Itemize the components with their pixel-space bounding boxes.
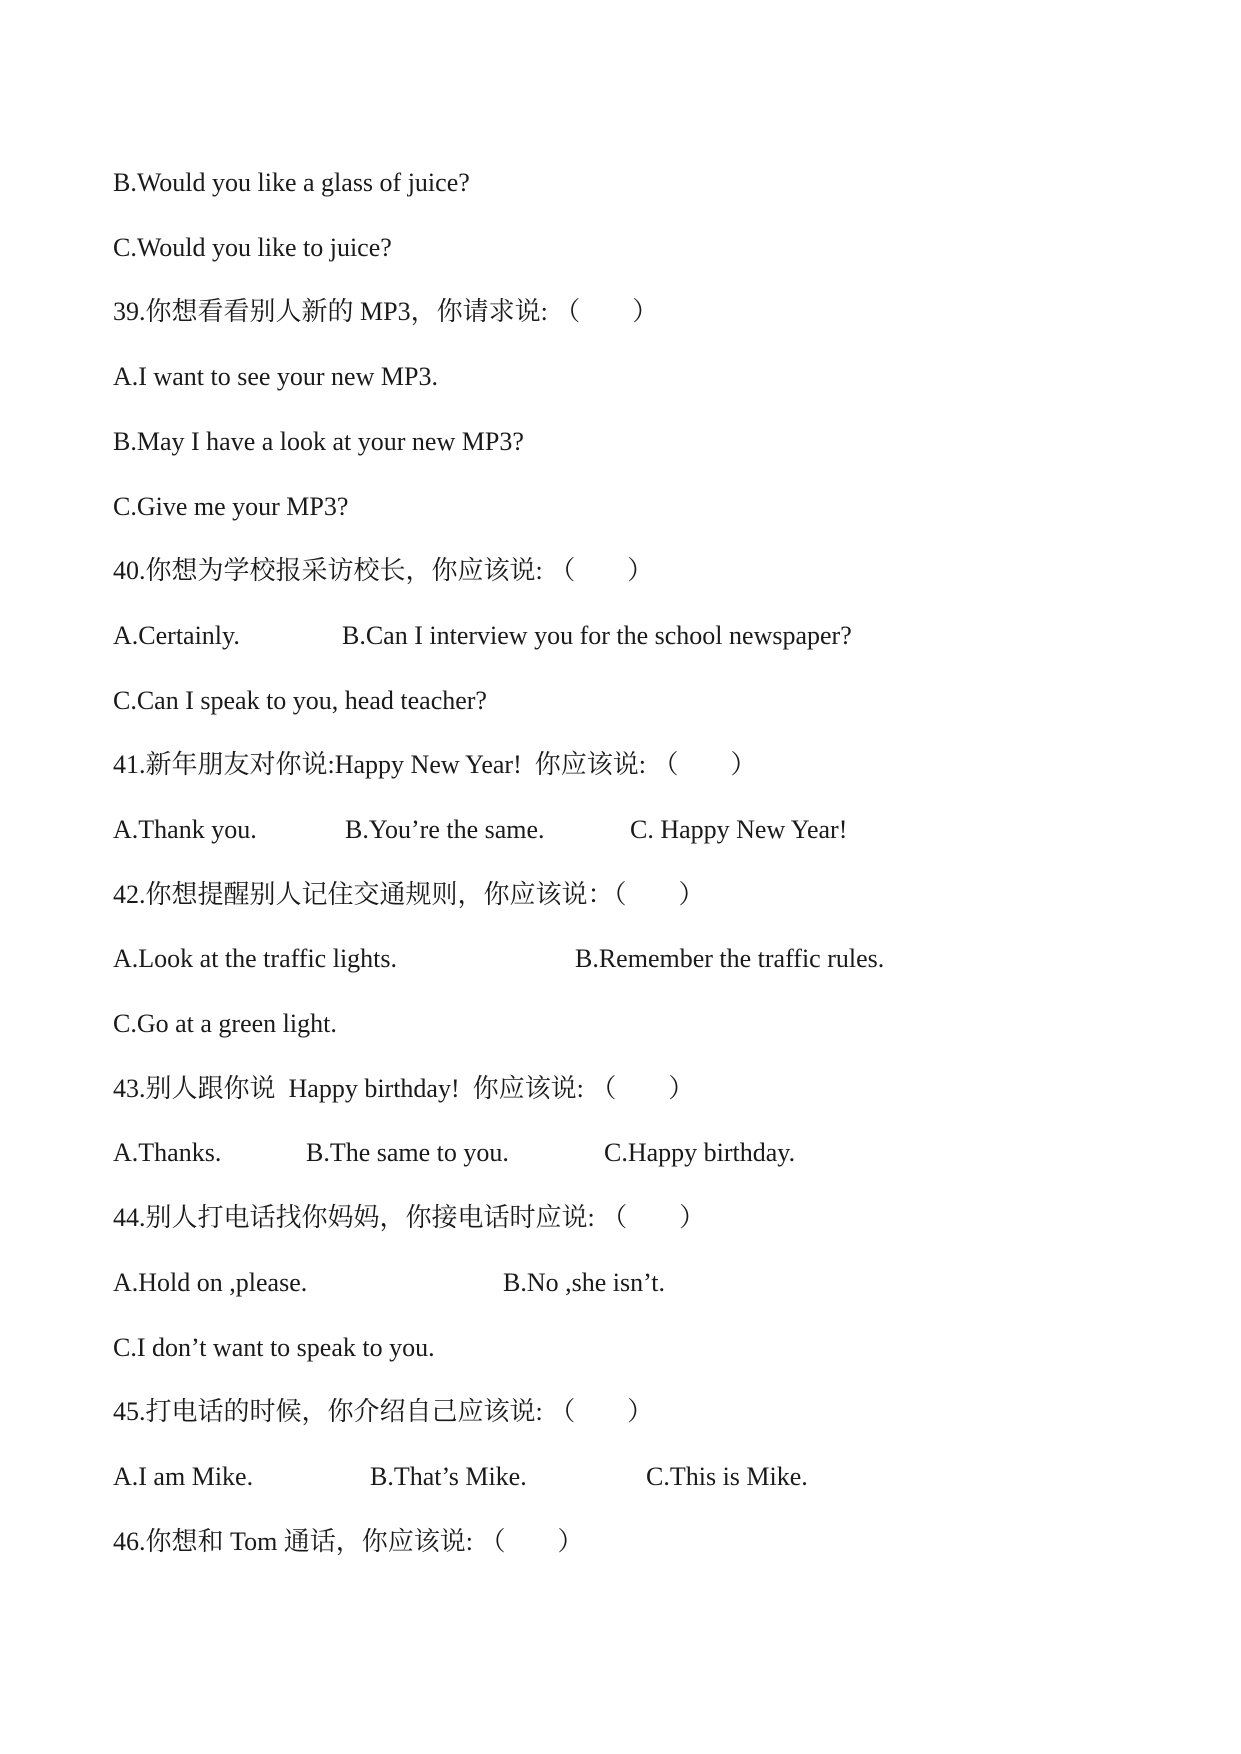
question-45: 45.打电话的时候，你介绍自己应该说: （ ） [113,1397,654,1426]
option-c: C. Happy New Year! [630,815,848,844]
option-line: A.I want to see your new MP3. [113,362,438,391]
option-b: B.The same to you. [306,1138,509,1167]
option-line [113,810,848,850]
option-a: A.I am Mike. [113,1462,254,1491]
question-44: 44.别人打电话找你妈妈，你接电话时应说: （ ） [113,1203,706,1232]
option-a: A.Certainly. [113,621,240,650]
option-line [113,616,852,656]
option-line: B.May I have a look at your new MP3? [113,427,524,456]
question-42: 42.你想提醒别人记住交通规则，你应该说：（ ） [113,880,705,909]
question-40: 40.你想为学校报采访校长，你应该说: （ ） [113,556,654,585]
option-b: B.Can I interview you for the school newspaper? [342,621,852,650]
option-line: C.Give me your MP3? [113,492,349,521]
question-39: 39.你想看看别人新的 MP3，你请求说: （ ） [113,297,659,326]
option-line: C.Can I speak to you, head teacher? [113,686,487,715]
option-b: B.No ,she isn’t. [503,1268,666,1297]
option-line: C.Would you like to juice? [113,233,392,262]
question-41: 41.新年朋友对你说:Happy New Year! 你应该说: （ ） [113,750,757,779]
option-a: A.Thank you. [113,815,257,844]
option-a: A.Thanks. [113,1138,222,1167]
option-a: A.Look at the traffic lights. [113,944,398,973]
question-43: 43.别人跟你说 Happy birthday! 你应该说: （ ） [113,1074,695,1103]
option-line: C.I don’t want to speak to you. [113,1333,435,1362]
option-c: C.This is Mike. [646,1462,808,1491]
question-46: 46.你想和 Tom 通话，你应该说: （ ） [113,1527,584,1556]
option-a: A.Hold on ,please. [113,1268,308,1297]
option-b: B.That’s Mike. [370,1462,527,1491]
option-line [113,1133,796,1173]
option-line [113,1263,666,1303]
option-line [113,1457,808,1497]
option-b: B.You’re the same. [345,815,545,844]
option-line: C.Go at a green light. [113,1009,337,1038]
option-b: B.Remember the traffic rules. [575,944,885,973]
option-line [113,939,885,979]
option-line: B.Would you like a glass of juice? [113,168,470,197]
option-c: C.Happy birthday. [604,1138,796,1167]
